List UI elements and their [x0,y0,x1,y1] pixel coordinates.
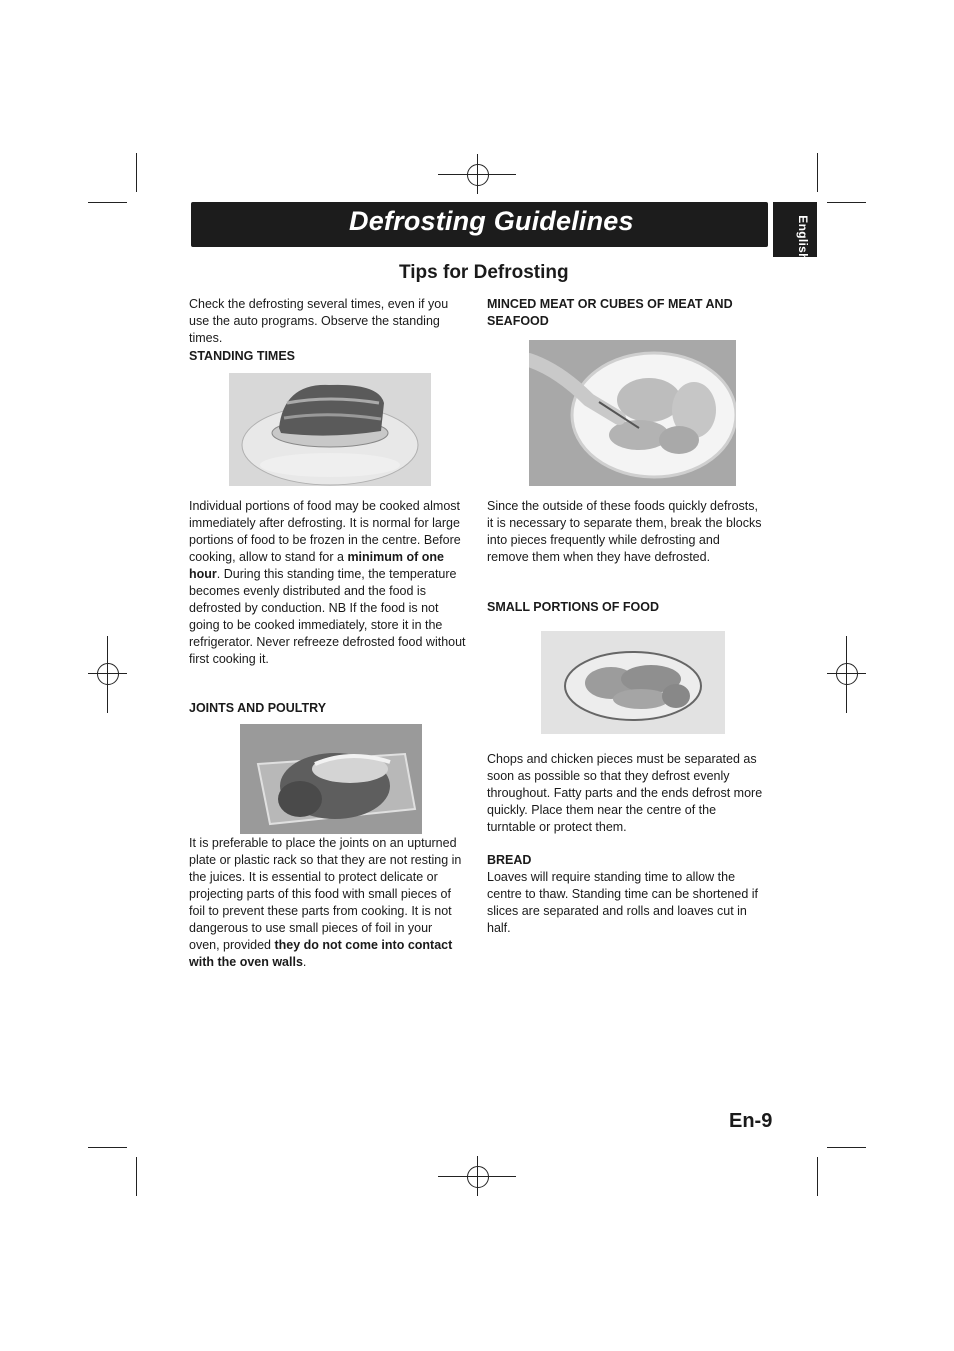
page-title: Defrosting Guidelines [349,206,634,236]
chicken-pieces-in-glass-dish-photo [541,631,725,734]
standing-times-bold: minimum of one hour [189,550,444,581]
section-subheading: Tips for Defrosting [399,262,569,283]
standing-times-text: Individual portions of food may be cooked almost immediately after defrosting. It is normal for large portions of food to be frozen in the centre. Before cooking, allow to stand for a minimum of one hour. During this standing time, the temperature becomes evenly distributed and the food is defrosted by conduction. NB If the food is not going to be cooked immediately, store it in the refrigerator. Never refreeze defrosted food without first cooking it. [189,499,466,666]
language-label: English [796,215,810,261]
chicken-in-dish-photo [240,724,422,834]
separating-meat-with-fork-photo [529,340,736,486]
joints-poultry-bold: they do not come into contact with the oven walls [189,938,453,969]
minced-meat-text: Since the outside of these foods quickly defrosts, it is necessary to separate them, break the blocks into pieces frequently while defrosting and remove them when they have defrosted. [487,499,762,564]
small-portions-text: Chops and chicken pieces must be separated as soon as possible so that they defrost evenly throughout. Fatty parts and the ends defrost more quickly. Place them near the centre of the turntable or protect them. [487,752,763,834]
language-tab [773,202,817,261]
roast-on-rack-photo [229,373,431,486]
standing-times-heading: STANDING TIMES [189,349,296,363]
bread-heading: BREAD [487,853,532,867]
small-portions-heading: SMALL PORTIONS OF FOOD [487,600,659,614]
minced-meat-heading: MINCED MEAT OR CUBES OF MEAT AND SEAFOOD [487,297,733,328]
bread-text: Loaves will require standing time to allow the centre to thaw. Standing time can be shortened if slices are separated and rolls and loaves cut in half. [487,870,759,935]
intro-paragraph: Check the defrosting several times, even if you use the auto programs. Observe the standing times. [189,297,449,345]
page-number: En-9 [729,1110,773,1132]
joints-poultry-heading: JOINTS AND POULTRY [189,701,327,715]
joints-poultry-text: It is preferable to place the joints on an upturned plate or plastic rack so that they are not resting in the juices. It is essential to protect delicate or projecting parts of this food with small pieces of foil to prevent these parts from cooking. It is not dangerous to use small pieces of foil in your oven, provided they do not come into contact with the oven walls. [189,836,462,969]
title-bar [191,202,768,247]
